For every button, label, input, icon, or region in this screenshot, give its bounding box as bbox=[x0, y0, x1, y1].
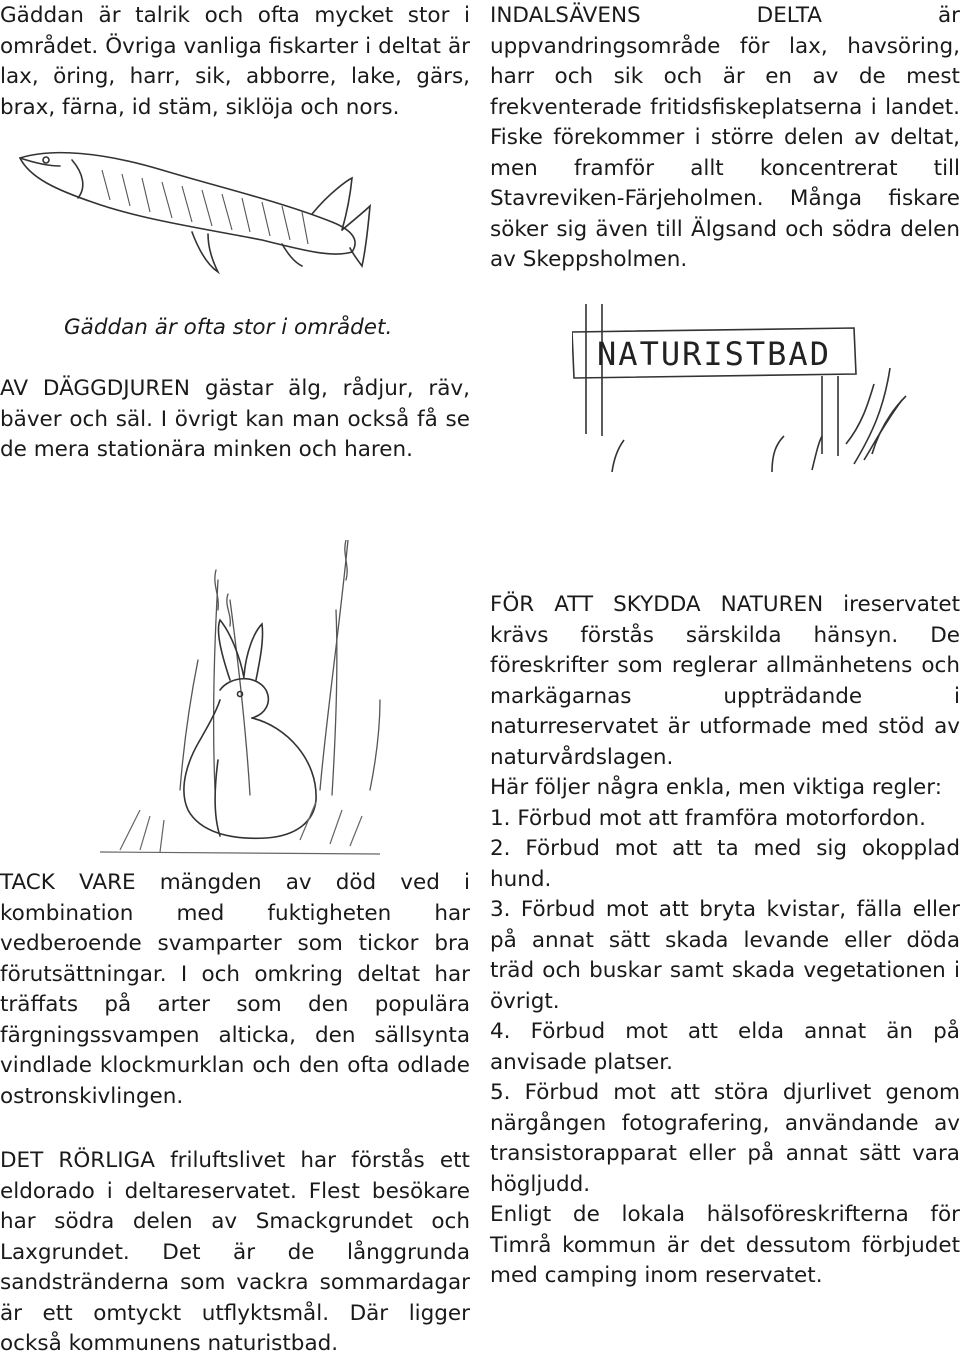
pike-illustration bbox=[12, 140, 372, 285]
fungi-paragraph bbox=[0, 868, 470, 1112]
rules-list bbox=[490, 804, 960, 1201]
protection-lead: Här följer några enkla, men viktiga regler: bbox=[490, 775, 942, 800]
fish-species-text: Gäddan är talrik och ofta mycket stor i området. Övriga vanliga fiskarter i deltat är lax, öring, harr, sik, abborre, lake, gärs, brax, färna, id stäm, siklöja och nors. bbox=[0, 3, 470, 120]
rule-item: 4. Förbud mot att elda annat än på anvisade platser. bbox=[490, 1019, 960, 1075]
mammals-text: AV DÄGGDJUREN gästar älg, rådjur, räv, bäver och säl. I övrigt kan man också få se de mera stationära minken och haren. bbox=[0, 376, 470, 462]
pike-caption: Gäddan är ofta stor i området. bbox=[64, 315, 393, 340]
fish-species-paragraph bbox=[0, 1, 470, 123]
delta-fishing-text: INDALSÄVENS DELTA är uppvandringsområde för lax, havsöring, harr och sik och är en av de mest frekventerade fritidsfiskeplatserna i landet. Fiske förekommer i större delen av deltat, men framför allt koncentrerat till Stavreviken-Färjeholmen. Många fiskare söker sig även till Älgsand och södra delen av Skeppsholmen. bbox=[490, 3, 960, 272]
rule-item: 5. Förbud mot att störa djurlivet genom närgången fotografering, användande av transistorapparat eller på annat sätt vara högljudd. bbox=[490, 1080, 960, 1197]
nature-protection-section bbox=[490, 590, 960, 1292]
mammals-paragraph bbox=[0, 374, 470, 466]
sign-drawing bbox=[572, 304, 932, 474]
rule-item: 3. Förbud mot att bryta kvistar, fälla eller på annat sätt skada levande eller döda träd och buskar samt skada vegetationen i övrigt. bbox=[490, 897, 960, 1014]
protection-intro: FÖR ATT SKYDDA NATUREN ireservatet krävs förstås särskilda hänsyn. De föreskrifter som reglerar allmänhetens och markägarnas uppträdande i naturreservatet är utformade med stöd av naturvårdslagen. bbox=[490, 592, 960, 770]
sign-text: NATURISTBAD bbox=[597, 335, 831, 373]
delta-fishing-paragraph bbox=[490, 1, 960, 276]
outdoor-life-text: DET RÖRLIGA friluftslivet har förstås ett eldorado i deltareservatet. Flest besökare har södra delen av Smackgrundet och Laxgrundet. Det är de långgrunda sandstränderna som vackra sommardagar är ett omtyckt utflyktsmål. Där ligger också kommunens naturistbad. bbox=[0, 1148, 470, 1356]
rule-item: 1. Förbud mot att framföra motorfordon. bbox=[490, 805, 926, 831]
naturist-sign-illustration bbox=[572, 304, 932, 474]
rule-item: 2. Förbud mot att ta med sig okopplad hund. bbox=[490, 836, 960, 892]
fungi-text: TACK VARE mängden av död ved i kombination med fuktigheten har vedberoende svamparter som tickor bra förutsättningar. I och omkring deltat har träffats på arter som den populära färgningssvampen alticka, den sällsynta vindlade klockmurklan och den ofta odlade ostronskivlingen. bbox=[0, 870, 470, 1109]
outdoor-life-paragraph bbox=[0, 1146, 470, 1360]
camping-note: Enligt de lokala hälsoföreskrifterna för Timrå kommun är det dessutom förbjudet med camping inom reservatet. bbox=[490, 1202, 960, 1288]
hare-illustration bbox=[80, 540, 410, 860]
